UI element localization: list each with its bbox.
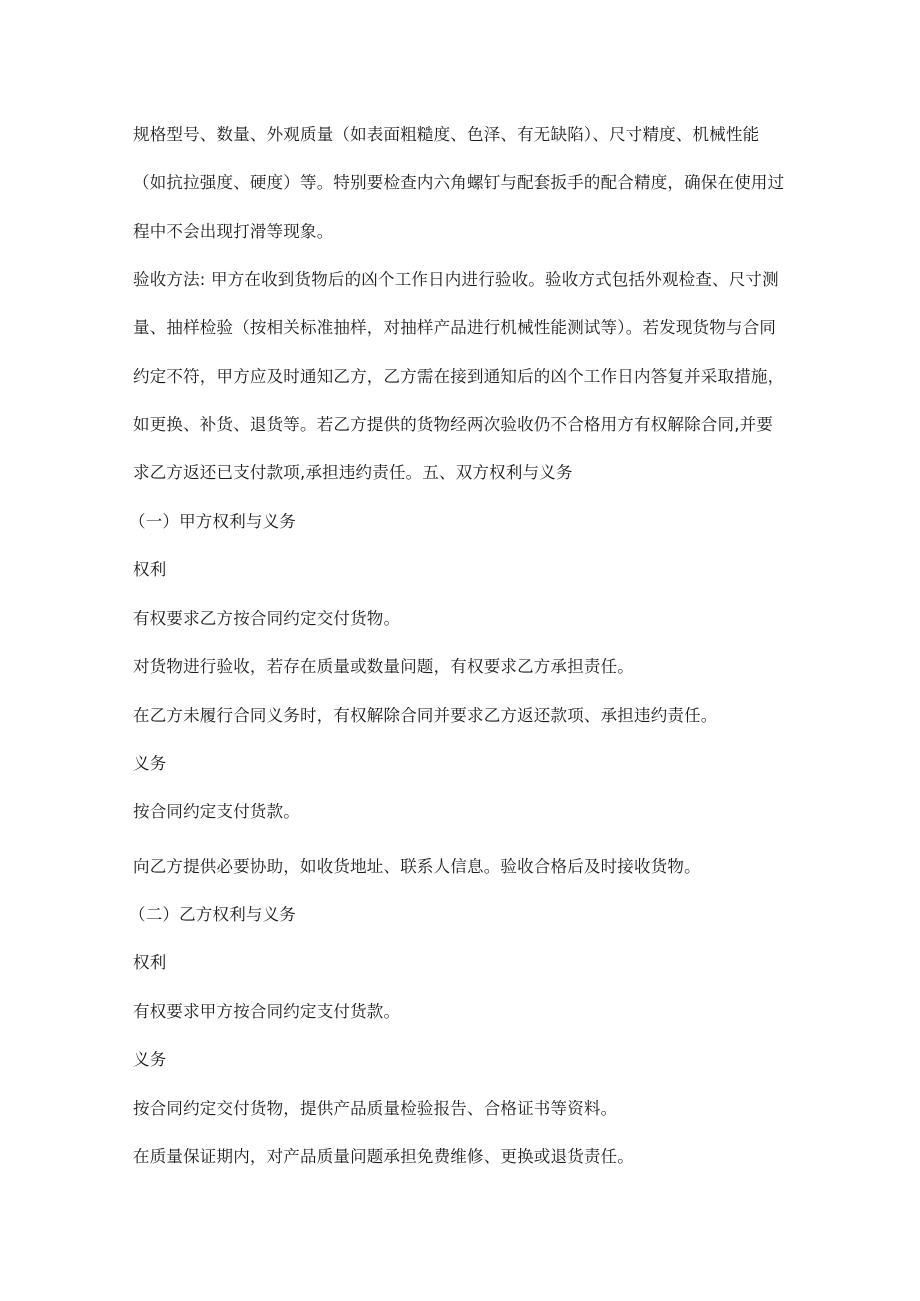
subheading-rights <box>133 546 798 594</box>
text-line: 规格型号、数量、外观质量（如表面粗糙度、色泽、有无缺陷）、尺寸精度、机械性能 <box>133 125 760 144</box>
paragraph-item <box>133 843 798 891</box>
paragraph-item <box>133 788 798 836</box>
heading-text: （二）乙方权利与义务 <box>129 905 296 924</box>
text-line: 如更换、补货、退货等。若乙方提供的货物经两次验收仍不合格用方有权解除合同,并要 <box>133 414 774 434</box>
heading-text: 义务 <box>133 1050 167 1069</box>
text-line: 量、抽样检验（按相关标准抽样，对抽样产品进行机械性能测试等）。若发现货物与合同 <box>133 318 777 338</box>
text-line: 有权要求甲方按合同约定支付货款。 <box>133 1002 401 1021</box>
paragraph-inspection-method <box>133 256 798 497</box>
paragraph-inspection-content <box>133 111 798 256</box>
text-line: 在乙方未履行合同义务时，有权解除合同并要求乙方返还款项、承担违约责任。 <box>133 706 718 725</box>
paragraph-item <box>133 988 798 1036</box>
text-line: （如抗拉强度、硬度）等。特别要检查内六角螺钉与配套扳手的配合精度，确保在使用过 <box>133 173 785 193</box>
heading-text: 权利 <box>133 560 167 579</box>
paragraph-item <box>133 643 798 691</box>
text-line: 按合同约定交付货物，提供产品质量检验报告、合格证书等资料。 <box>133 1099 618 1118</box>
section-heading-party-b <box>129 891 794 939</box>
subheading-obligations <box>133 1036 798 1084</box>
text-line: 按合同约定支付货款。 <box>133 802 300 821</box>
heading-text: （一）甲方权利与义务 <box>129 512 296 531</box>
text-line: 约定不符，甲方应及时通知乙方，乙方需在接到通知后的凶个工作日内答复并采取措施， <box>133 366 785 386</box>
text-line: 程中不会出现打滑等现象。 <box>133 221 334 241</box>
text-line: 有权要求乙方按合同约定交付货物。 <box>133 609 401 628</box>
paragraph-item <box>133 1085 798 1133</box>
paragraph-item <box>133 1133 798 1181</box>
paragraph-item <box>133 595 798 643</box>
subheading-obligations <box>133 740 798 788</box>
text-line: 向乙方提供必要协助，如收货地址、联系人信息。验收合格后及时接收货物。 <box>133 857 701 876</box>
paragraph-item <box>133 692 798 740</box>
text-line: 求乙方返还已支付款项,承担违约责任。五、双方权利与义务 <box>133 463 573 483</box>
text-line: 对货物进行验收，若存在质量或数量问题，有权要求乙方承担责任。 <box>133 657 634 676</box>
heading-text: 义务 <box>133 754 167 773</box>
heading-text: 权利 <box>133 953 167 972</box>
text-line: 在质量保证期内，对产品质量问题承担免费维修、更换或退货责任。 <box>133 1147 634 1166</box>
section-heading-party-a <box>129 498 794 546</box>
subheading-rights <box>133 939 798 987</box>
text-line: 验收方法: 甲方在收到货物后的凶个工作日内进行验收。验收方式包括外观检查、尺寸测 <box>133 270 779 289</box>
